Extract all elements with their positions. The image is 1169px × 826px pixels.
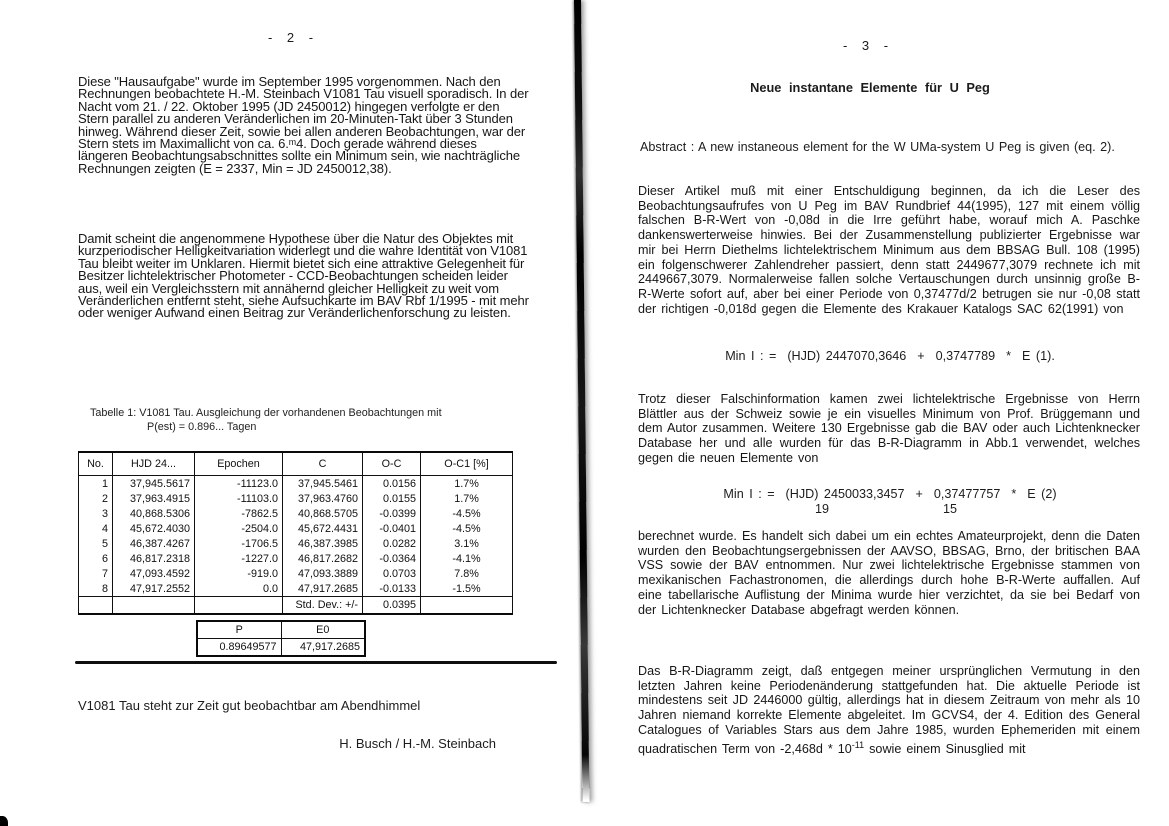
- table-cell: 3.1%: [421, 536, 513, 551]
- stddev-value: 0.0395: [363, 597, 421, 615]
- paragraph-hausaufgabe: Diese "Hausaufgabe" wurde im September 1995 vorgenommen. Nach den Rechnungen beobachtete H.-M. Steinbach V1081 Tau visuell sporadisch. In der Nacht vom 21. / 22. Oktober 1995 (JD 2450012) hingegen verfolgte er den Stern parallel zu anderen Veränderlichen im 20-Minuten-Takt über 3 Stunden hinweg. Während dieser Zeit, sowie bei allen anderen Beobachtungen, war der Stern stets im Maximallicht von ca. 6.ᵐ4. Doch gerade während dieses längeren Beobachtungsabschnittes sollte ein Minimum sein, wie nachträgliche Rechnungen zeigten (E = 2337, Min = JD 2450012,38).: [78, 74, 529, 176]
- table-header-row: [79, 452, 513, 476]
- table-cell: 46,817.2682: [283, 551, 363, 566]
- equation-2: [640, 487, 1140, 519]
- table-cell: 0.0703: [363, 566, 421, 581]
- elements-subtable: [196, 620, 366, 657]
- table-cell: 2: [79, 491, 113, 506]
- paragraph-falschinformation: Trotz dieser Falschinformation kamen zwei lichtelektrische Ergebnisse von Herrn Blättler aus der Schweiz sowie je ein visuelles Minimum von Prof. Brüggemann und dem Autor zusammen. Weitere 130 Ergebnisse gab die BAV oder auch Lichtenknecker Database her und alle wurden für das B-R-Diagramm in Abb.1 verwendet, welches gegen die neuen Elemente von: [638, 392, 1140, 465]
- paragraph-br-diagramm: [638, 664, 1140, 756]
- table-cell: 46,387.3985: [283, 536, 363, 551]
- table-cell: -0.0399: [363, 506, 421, 521]
- equation-2-line: Min I : = (HJD) 2450033,3457 + 0,37477757 * E (2): [723, 487, 1057, 501]
- table-cell: 37,963.4760: [283, 491, 363, 506]
- period-header: P: [197, 621, 281, 639]
- col-header-c: C: [283, 452, 363, 476]
- table-cell: 40,868.5306: [113, 506, 195, 521]
- period-value: 0.89649577: [197, 639, 281, 657]
- table-cell: 1.7%: [421, 491, 513, 506]
- binding-shadow: [574, 0, 589, 802]
- table-cell: 37,945.5617: [113, 476, 195, 492]
- epoch-value: 47,917.2685: [281, 639, 365, 657]
- table-cell: 0.0: [195, 581, 283, 597]
- table-row: [79, 536, 513, 551]
- table-cell: 7.8%: [421, 566, 513, 581]
- table-cell: 46,817.2318: [113, 551, 195, 566]
- table-cell: -0.0401: [363, 521, 421, 536]
- minima-table-body: [79, 476, 513, 597]
- paragraph-entschuldigung: Dieser Artikel muß mit einer Entschuldigung beginnen, da ich die Leser des Beobachtungsaufrufes von U Peg im BAV Rundbrief 44(1995), 127 mit einem völlig falschen B-R-Wert von -0,08d in die Irre geführt habe, worauf mich A. Paschke dankenswerterweise hinwies. Bei der Zusammenstellung publizierter Ergebnisse war mir bei Herrn Diethelms lichtelektrischem Minimum aus dem BBSAG Bull. 108 (1995) ein folgenschwerer Zahlendreher passiert, denn statt 2449677,3079 rechnete ich mit 2449667,3079. Normalerweise fallen solche Vertauschungen durch unsinnig große B-R-Werte sofort auf, aber bei einer Periode von 0,37477d/2 betrugen sie nur -0,08 statt der richtigen -0,018d gegen die Elemente des Krakauer Katalogs SAC 62(1991) von: [638, 184, 1140, 316]
- col-header-epochen: Epochen: [195, 452, 283, 476]
- table-cell: 7: [79, 566, 113, 581]
- table-cell: -1227.0: [195, 551, 283, 566]
- table-cell: -1706.5: [195, 536, 283, 551]
- table-cell: 47,093.4592: [113, 566, 195, 581]
- page-number-left: - 2 -: [267, 30, 315, 45]
- table-cell: 0.0155: [363, 491, 421, 506]
- equation-2-uncertainty-epoch: 19: [815, 502, 830, 516]
- elements-header-row: [197, 621, 365, 639]
- equation-1: Min I : = (HJD) 2447070,3646 + 0,3747789 * E (1).: [725, 349, 1055, 363]
- table-cell: 3: [79, 506, 113, 521]
- table-row: [79, 476, 513, 492]
- page-number-right: - 3 -: [842, 38, 890, 53]
- exponent: -11: [851, 739, 865, 750]
- epoch-header: E0: [281, 621, 365, 639]
- table-cell: 0.0282: [363, 536, 421, 551]
- table-cell: -0.0133: [363, 581, 421, 597]
- paragraph-amateurprojekt: berechnet wurde. Es handelt sich dabei um ein echtes Amateurprojekt, denn die Daten wurden den Beobachtungsergebnissen der AAVSO, BBSAG, Brno, der britischen BAA VSS sowie der BAV entnommen. Nur zwei lichtelektrische Ergebnisse stammen von mexikanischen Fachastronomen, die allerdings durch hohe B-R-Werte auffallen. Auf eine tabellarische Auflistung der Minima wurde hier verzichtet, da sie bei Bedarf von der Lichtenknecker Database abgefragt werden können.: [638, 529, 1140, 617]
- table-cell: 47,917.2552: [113, 581, 195, 597]
- paragraph-br-diagramm-text: Das B-R-Diagramm zeigt, daß entgegen meiner ursprünglichen Vermutung in den letzten Jahren keine Periodenänderung stattgefunden hat. Die aktuelle Periode ist mindestens seit JD 2446000 gültig, allerdings hat in diesem Zeitraum von mehr als 10 Jahren niemand korrekte Elemente abgeleitet. Im GCVS4, der 4. Edition des General Catalogues of Variables Stars aus dem Jahre 1985, wurden Ephemeriden mit einem quadratischen Term von -2,468d * 10: [638, 664, 1140, 756]
- stddev-label: Std. Dev.: +/-: [283, 597, 363, 615]
- table-cell: 5: [79, 536, 113, 551]
- col-header-oc1: O-C1 [%]: [421, 452, 513, 476]
- table-footer-row: [79, 597, 513, 615]
- table-row: [79, 551, 513, 566]
- article-title: Neue instantane Elemente für U Peg: [750, 80, 990, 95]
- table-cell: 1.7%: [421, 476, 513, 492]
- table-bottom-rule: [75, 661, 557, 664]
- table-cell: -1.5%: [421, 581, 513, 597]
- corner-scan-mark: [0, 816, 8, 826]
- table-cell: 37,963.4915: [113, 491, 195, 506]
- table-cell: 0.0156: [363, 476, 421, 492]
- col-header-no: No.: [79, 452, 113, 476]
- table-cell: 37,945.5461: [283, 476, 363, 492]
- table-row: [79, 506, 513, 521]
- closing-note: V1081 Tau steht zur Zeit gut beobachtbar am Abendhimmel: [78, 698, 421, 713]
- table-cell: -4.5%: [421, 521, 513, 536]
- table-cell: 8: [79, 581, 113, 597]
- abstract: Abstract : A new instaneous element for the W UMa-system U Peg is given (eq. 2).: [640, 140, 1115, 154]
- table-cell: -11123.0: [195, 476, 283, 492]
- table-cell: 45,672.4030: [113, 521, 195, 536]
- table-cell: 6: [79, 551, 113, 566]
- table-cell: 45,672.4431: [283, 521, 363, 536]
- table-caption-line2: P(est) = 0.896... Tagen: [147, 421, 257, 433]
- table-cell: 1: [79, 476, 113, 492]
- elements-value-row: [197, 639, 365, 657]
- table-row: [79, 521, 513, 536]
- table-cell: -2504.0: [195, 521, 283, 536]
- paragraph-br-diagramm-tail: sowie einem Sinusglied mit: [864, 741, 1026, 756]
- table-cell: 40,868.5705: [283, 506, 363, 521]
- table-row: [79, 581, 513, 597]
- table-cell: -4.1%: [421, 551, 513, 566]
- col-header-oc: O-C: [363, 452, 421, 476]
- table-cell: -919.0: [195, 566, 283, 581]
- table-caption-line1: Tabelle 1: V1081 Tau. Ausgleichung der vorhandenen Beobachtungen mit: [90, 407, 442, 419]
- table-caption: [90, 406, 490, 434]
- signature: H. Busch / H.-M. Steinbach: [339, 736, 496, 751]
- table-cell: -4.5%: [421, 506, 513, 521]
- col-header-hjd: HJD 24...: [113, 452, 195, 476]
- table-cell: 47,917.2685: [283, 581, 363, 597]
- minima-table: [78, 451, 513, 615]
- table-cell: -0.0364: [363, 551, 421, 566]
- table-cell: 46,387.4267: [113, 536, 195, 551]
- table-cell: -7862.5: [195, 506, 283, 521]
- table-row: [79, 566, 513, 581]
- table-cell: 47,093.3889: [283, 566, 363, 581]
- table-cell: 4: [79, 521, 113, 536]
- table-cell: -11103.0: [195, 491, 283, 506]
- paragraph-hypothese: Damit scheint die angenommene Hypothese über die Natur des Objektes mit kurzperiodischer Helligkeitvariation widerlegt und die wahre Identität von V1081 Tau bleibt weiter im Unklaren. Hiermit bietet sich eine attraktive Gelegenheit für Besitzer lichtelektrischer Photometer - CCD-Beobachtungen scheiden leider aus, weil ein Vergleichsstern mit annähernd gleicher Helligkeit zu weit vom Veränderlichen entfernt steht, siehe Aufsuchkarte im BAV Rbf 1/1995 - mit mehr oder weniger Aufwand einen Beitrag zur Veränderlichenforschung zu leisten.: [78, 231, 529, 321]
- equation-2-uncertainty-period: 15: [943, 502, 958, 516]
- table-row: [79, 491, 513, 506]
